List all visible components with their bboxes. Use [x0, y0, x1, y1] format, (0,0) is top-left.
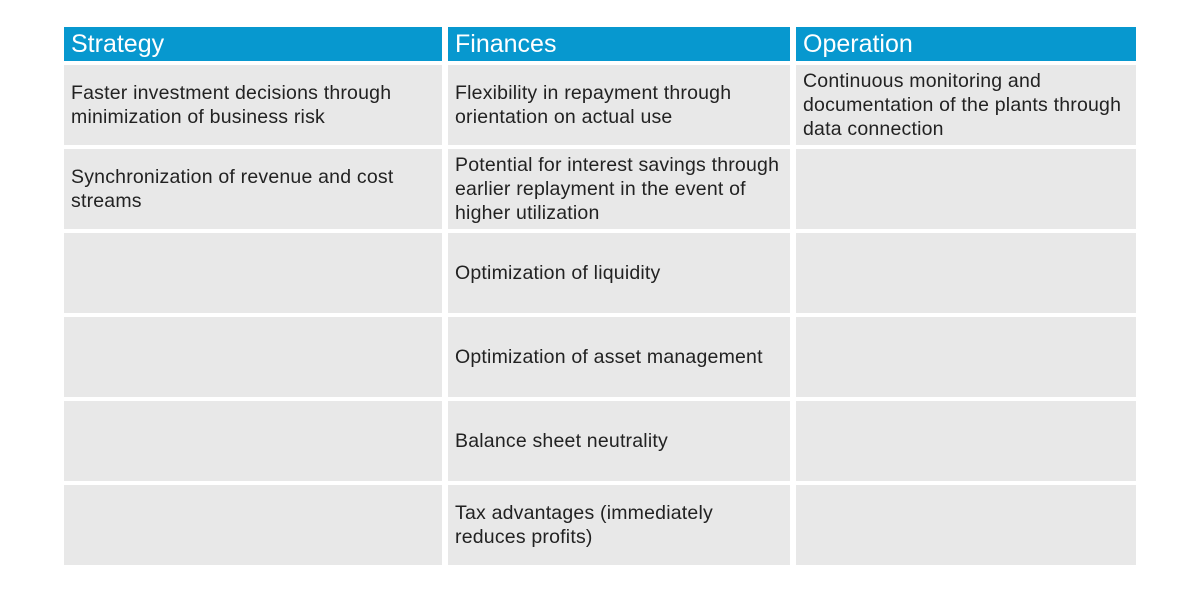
table-cell: Flexibility in repayment through orientation on actual use [448, 65, 790, 145]
table-cell: Synchronization of revenue and cost streams [64, 149, 442, 229]
header-strategy: Strategy [64, 27, 442, 61]
table-cell [64, 233, 442, 313]
table-cell [796, 317, 1136, 397]
benefits-table [64, 27, 1136, 565]
header-finances: Finances [448, 27, 790, 61]
header-operation: Operation [796, 27, 1136, 61]
table-cell: Tax advantages (immediately reduces profits) [448, 485, 790, 565]
table-cell: Balance sheet neutrality [448, 401, 790, 481]
table-cell [64, 485, 442, 565]
table-cell: Faster investment decisions through minimization of business risk [64, 65, 442, 145]
table-cell [796, 233, 1136, 313]
table-cell [64, 401, 442, 481]
table-cell [64, 317, 442, 397]
table-cell [796, 401, 1136, 481]
table-cell: Potential for interest savings through earlier replayment in the event of higher utilization [448, 149, 790, 229]
table-cell [796, 149, 1136, 229]
table-cell: Optimization of liquidity [448, 233, 790, 313]
table-cell [796, 485, 1136, 565]
table-cell: Continuous monitoring and documentation of the plants through data connection [796, 65, 1136, 145]
table-cell: Optimization of asset management [448, 317, 790, 397]
